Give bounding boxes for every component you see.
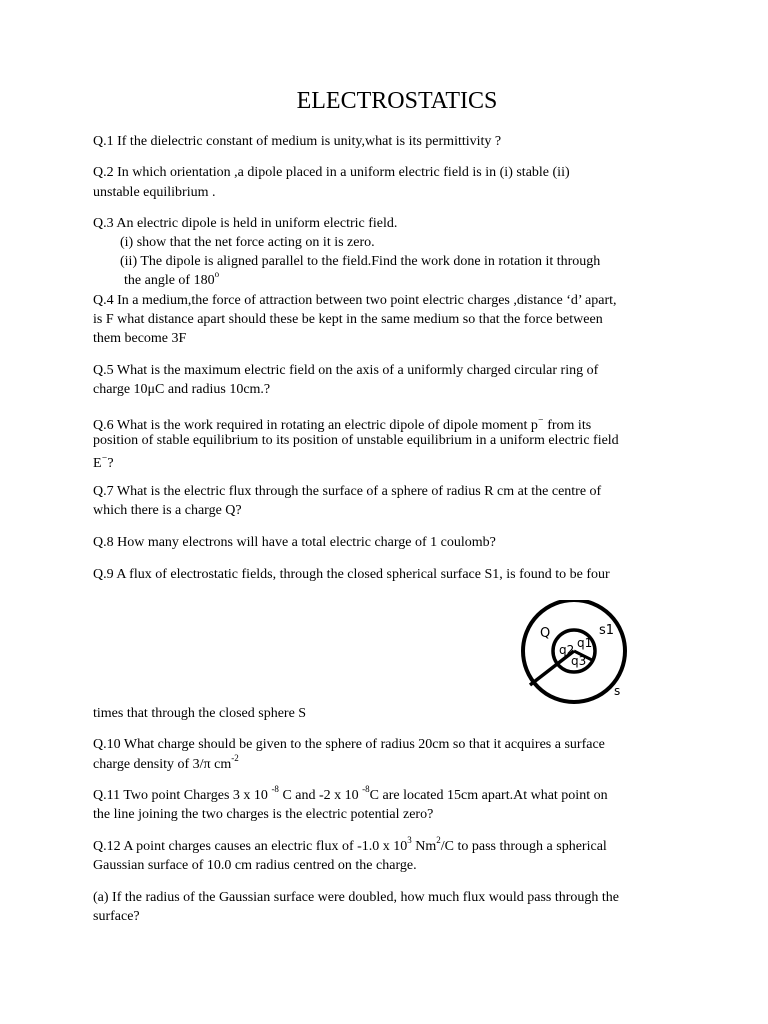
question-12a-line-1: (a) If the radius of the Gaussian surface were doubled, how much flux would pass through the [93, 890, 620, 905]
question-9-line-1: Q.9 A flux of electrostatic fields, through the closed spherical surface S1, is found to be four [93, 567, 610, 582]
question-7-line-1: Q.7 What is the electric flux through the surface of a sphere of radius R cm at the centre of [93, 484, 602, 499]
label-s: s [614, 684, 621, 698]
question-5-line-2: charge 10μC and radius 10cm.? [93, 382, 271, 397]
question-7-line-2: which there is a charge Q? [93, 503, 242, 518]
question-4-line-1: Q.4 In a medium,the force of attraction between two point electric charges ,distance ‘d’ apart, [93, 293, 617, 308]
question-8: Q.8 How many electrons will have a total electric charge of 1 coulomb? [93, 535, 496, 550]
label-q2: q2 [559, 643, 575, 657]
label-q3: q3 [571, 654, 587, 668]
question-12a-line-2: surface? [93, 909, 140, 924]
question-6-line-1: Q.6 What is the work required in rotating an electric dipole of dipole moment p⁻ from its [93, 415, 592, 433]
spheres-figure [510, 600, 640, 710]
question-1: Q.1 If the dielectric constant of medium is unity,what is its permittivity ? [93, 134, 502, 149]
label-q1: q1 [577, 636, 593, 650]
question-4-line-2: is F what distance apart should these be kept in the same medium so that the force between [93, 312, 603, 327]
page-title: ELECTROSTATICS [296, 88, 498, 114]
question-5-line-1: Q.5 What is the maximum electric field on the axis of a uniformly charged circular ring of [93, 363, 599, 378]
question-3-part-ii: (ii) The dipole is aligned parallel to the field.Find the work done in rotation it through [120, 254, 601, 269]
label-s1: s1 [599, 623, 615, 638]
question-11-line-1: Q.11 Two point Charges 3 x 10 $^{-8}$ C and -2 x 10 $^{-8}$C are located 15cm apart.At what point on [93, 784, 608, 803]
question-3-part-ii-cont: the angle of 180$^o$ [124, 269, 220, 288]
question-3-part-i: (i) show that the net force acting on it is zero. [120, 235, 375, 250]
question-3-line-1: Q.3 An electric dipole is held in uniform electric field. [93, 216, 398, 231]
question-2-line-1: Q.2 In which orientation ,a dipole placed in a uniform electric field is in (i) stable (ii) [93, 165, 570, 180]
question-2-line-2: unstable equilibrium . [93, 185, 216, 200]
question-9-line-2: times that through the closed sphere S [93, 706, 307, 721]
question-6-line-3: E⁻? [93, 453, 114, 471]
question-10-line-1: Q.10 What charge should be given to the sphere of radius 20cm so that it acquires a surface [93, 737, 605, 752]
question-10-line-2: charge density of 3/π $cm^{-2}$ [93, 753, 239, 772]
label-q: Q [540, 626, 551, 641]
question-12-line-1: Q.12 A point charges causes an electric flux of -1.0 x $10^3$ Nm$^2$/C to pass through a spherical [93, 835, 607, 854]
question-6-line-2: position of stable equilibrium to its position of unstable equilibrium in a uniform electric field [93, 433, 619, 448]
question-11-line-2: the line joining the two charges is the electric potential zero? [93, 807, 434, 822]
question-12-line-2: Gaussian surface of 10.0 cm radius centred on the charge. [93, 858, 417, 873]
question-4-line-3: them become 3F [93, 331, 187, 346]
